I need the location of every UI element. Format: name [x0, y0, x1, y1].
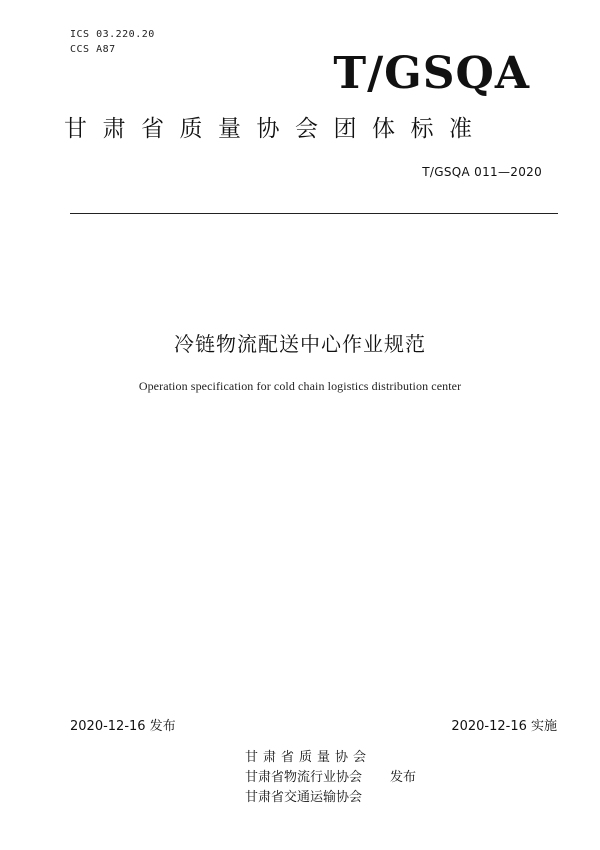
- header-divider: [70, 213, 558, 214]
- implementation-date: 2020-12-16 实施: [451, 719, 557, 734]
- ics-code: ICS 03.220.20: [70, 29, 155, 40]
- issuer-name: 甘肃省交通运输协会: [245, 790, 363, 805]
- standard-logo: T/GSQA: [333, 48, 530, 99]
- ccs-code: CCS A87: [70, 44, 116, 55]
- issue-label: 发布: [390, 770, 417, 785]
- document-title-en: Operation specification for cold chain logistics distribution center: [138, 379, 462, 393]
- org-standard-title: 甘肃省质量协会团体标准: [64, 116, 488, 142]
- document-title-zh: 冷链物流配送中心作业规范: [174, 332, 426, 356]
- standard-number: T/GSQA 011—2020: [422, 165, 542, 179]
- publication-date: 2020-12-16 发布: [70, 719, 176, 734]
- issuer-name: 甘肃省质量协会: [245, 750, 372, 765]
- issuer-name: 甘肃省物流行业协会: [245, 770, 363, 785]
- issuer-list: [245, 748, 371, 808]
